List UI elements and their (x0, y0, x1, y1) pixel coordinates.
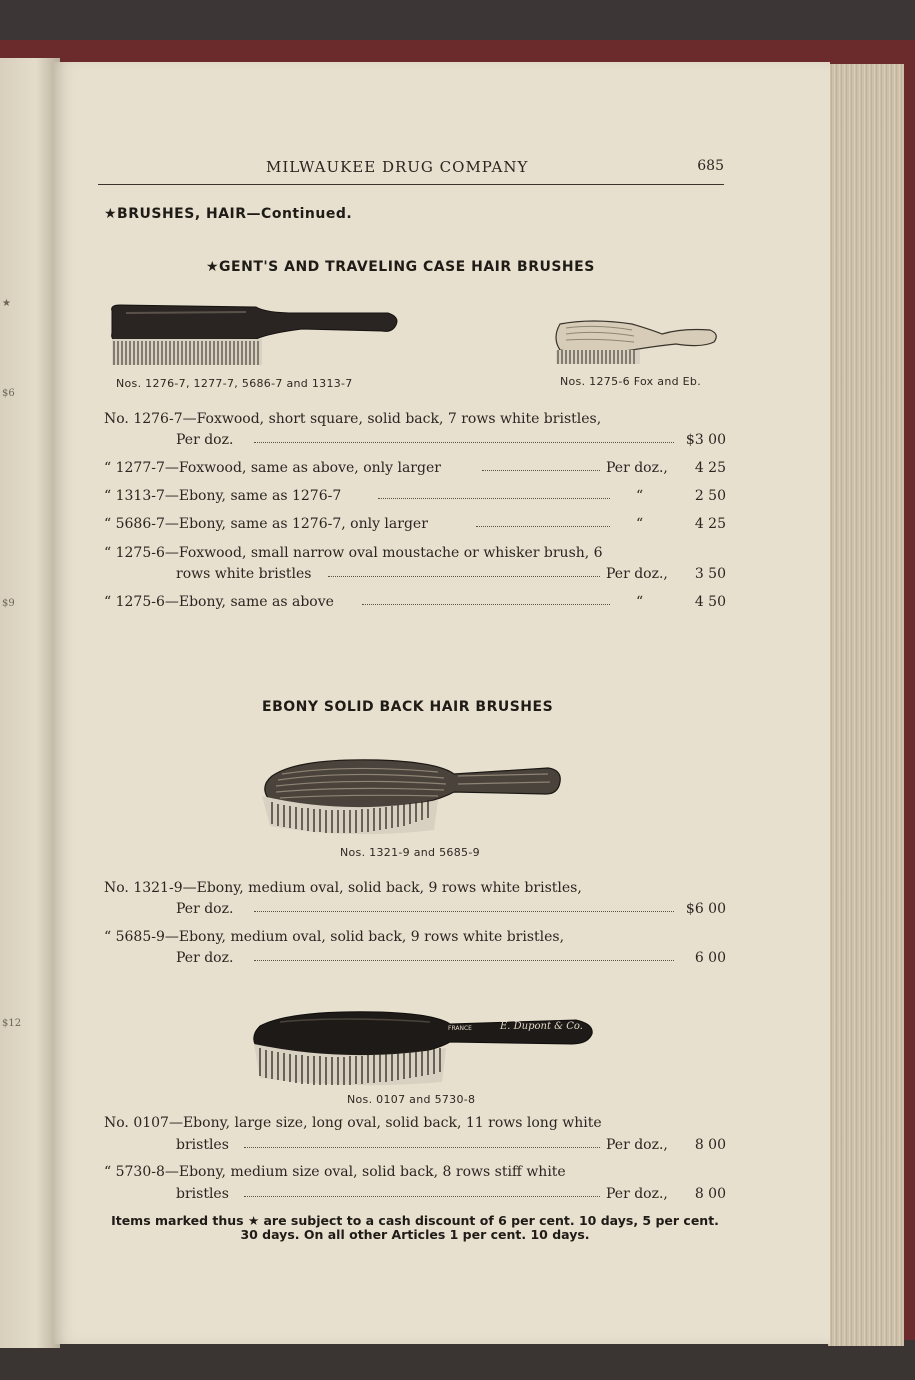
footnote-line-2: 30 days. On all other Articles 1 per cent. 10 days. (240, 1227, 590, 1242)
footnote-line-1: Items marked thus ★ are subject to a cash discount of 6 per cent. 10 days, 5 per cent. (111, 1213, 719, 1228)
list-item: Per doz. $6 00 (176, 901, 726, 917)
list-item: No. 0107—Ebony, large size, long oval, solid back, 11 rows long white (104, 1115, 602, 1131)
list-item: “ 1275-6—Foxwood, small narrow oval moustache or whisker brush, 6 (104, 545, 603, 561)
facing-page-edge: ★ $6 $9 $12 (0, 58, 60, 1348)
list-item: “ 5686-7—Ebony, same as 1276-7, only larger “ 4 25 (104, 516, 726, 532)
category-heading: ★BRUSHES, HAIR—Continued. (104, 206, 353, 222)
square-brush-illustration (106, 303, 402, 369)
list-item: Per doz. 6 00 (176, 950, 726, 966)
page-number: 685 (697, 158, 724, 174)
running-header (98, 158, 724, 185)
list-item: “ 5730-8—Ebony, medium size oval, solid back, 8 rows stiff white (104, 1164, 566, 1180)
caption-square-brushes: Nos. 1276-7, 1277-7, 5686-7 and 1313-7 (116, 377, 353, 390)
list-item: “ 1275-6—Ebony, same as above “ 4 50 (104, 594, 726, 610)
medium-oval-brush-illustration (258, 756, 564, 840)
list-item: bristles Per doz., 8 00 (176, 1186, 726, 1202)
company-title: MILWAUKEE DRUG COMPANY (266, 158, 529, 176)
list-item: “ 1277-7—Foxwood, same as above, only larger Per doz., 4 25 (104, 460, 726, 476)
list-item: No. 1321-9—Ebony, medium oval, solid back, 9 rows white bristles, (104, 880, 582, 896)
oval-moustache-brush-illustration (552, 318, 720, 368)
list-item: Per doz. $3 00 (176, 432, 726, 448)
list-item: “ 1313-7—Ebony, same as 1276-7 “ 2 50 (104, 488, 726, 504)
large-oval-brush-illustration (250, 1008, 598, 1088)
brush-imprint-country: FRANCE (448, 1025, 472, 1032)
list-item: rows white bristles Per doz., 3 50 (176, 566, 726, 582)
caption-oval-brushes: Nos. 1275-6 Fox and Eb. (560, 375, 701, 388)
list-item: bristles Per doz., 8 00 (176, 1137, 726, 1153)
caption-large-oval: Nos. 0107 and 5730-8 (347, 1093, 476, 1106)
page-block-edges (828, 64, 904, 1346)
section-heading-ebony: EBONY SOLID BACK HAIR BRUSHES (262, 699, 554, 715)
caption-medium-oval: Nos. 1321-9 and 5685-9 (340, 846, 480, 859)
list-item: “ 5685-9—Ebony, medium oval, solid back, 9 rows white bristles, (104, 929, 565, 945)
list-item: No. 1276-7—Foxwood, short square, solid back, 7 rows white bristles, (104, 411, 602, 427)
brush-imprint-maker: E. Dupont & Co. (500, 1021, 583, 1032)
section-heading-gents: ★GENT'S AND TRAVELING CASE HAIR BRUSHES (206, 259, 595, 275)
discount-footnote (100, 1214, 730, 1242)
